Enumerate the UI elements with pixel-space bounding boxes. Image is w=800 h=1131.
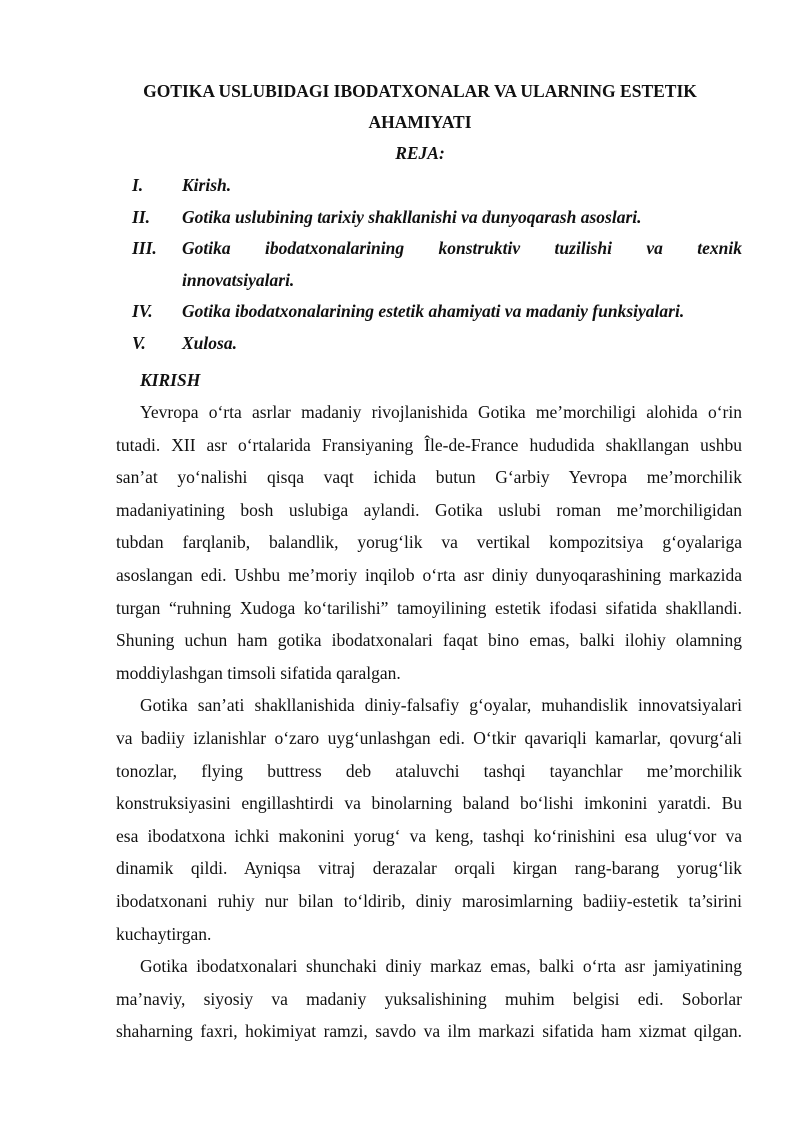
paragraph-line: ma’naviy, siyosiy va madaniy yuksalishining muhim belgisi edi. Soborlar xyxy=(116,988,742,1009)
paragraph-line: dinamik qildi. Ayniqsa vitraj derazalar orqali kirgan rang-barang yorug‘lik xyxy=(116,858,742,879)
plan-item-number: II. xyxy=(132,206,150,227)
plan-list xyxy=(132,170,742,359)
document-title xyxy=(100,76,740,138)
plan-item-text: Gotika uslubining tarixiy shakllanishi va dunyoqarash asoslari. xyxy=(182,206,642,227)
paragraph-line: konstruksiyasini engillashtirdi va binolarning baland bo‘lishi imkonini yaratdi. Bu xyxy=(116,793,742,814)
plan-item-number: V. xyxy=(132,332,146,353)
plan-heading: REJA: xyxy=(395,143,445,163)
plan-item-text: Gotika ibodatxonalarining estetik ahamiyati va madaniy funksiyalari. xyxy=(182,301,685,321)
plan-item xyxy=(132,296,742,328)
paragraph-line: esa ibodatxona ichki makonini yorug‘ va keng, tashqi ko‘rinishini esa ulug‘vor va xyxy=(116,825,742,846)
plan-item-text: Kirish. xyxy=(182,175,232,195)
paragraph-line: san’at yo‘nalishi qisqa vaqt ichida butun G‘arbiy Yevropa me’morchilik xyxy=(116,467,742,488)
body-text xyxy=(116,396,742,1048)
plan-item-number: I. xyxy=(132,175,144,195)
section-heading: KIRISH xyxy=(140,370,201,390)
paragraph-line: moddiylashgan timsoli sifatida qaralgan. xyxy=(116,662,401,683)
paragraph-line: Shuning uchun ham gotika ibodatxonalari faqat bino emas, balki ilohiy olamning xyxy=(116,630,742,651)
paragraph-line: shaharning faxri, hokimiyat ramzi, savdo va ilm markazi sifatida ham xizmat qilgan. xyxy=(116,1021,742,1042)
paragraph-line: tubdan farqlanib, balandlik, yorug‘lik va vertikal kompozitsiya g‘oyalariga xyxy=(116,532,742,553)
paragraph-line: tonozlar, flying buttress deb ataluvchi tashqi tayanchlar me’morchilik xyxy=(116,760,742,781)
paragraph-line: asoslangan edi. Ushbu me’moriy inqilob o‘rta asr diniy dunyoqarashining markazida xyxy=(116,564,742,585)
plan-item xyxy=(132,233,742,265)
paragraph-line: madaniyatining bosh uslubiga aylandi. Gotika uslubi roman me’morchiligidan xyxy=(116,499,742,520)
title-line-2: AHAMIYATI xyxy=(368,112,472,132)
title-line-1: GOTIKA USLUBIDAGI IBODATXONALAR VA ULARNING ESTETIK xyxy=(143,81,697,101)
plan-item-text-continuation: innovatsiyalari. xyxy=(182,269,295,290)
paragraph-line: ibodatxonani ruhiy nur bilan to‘ldirib, diniy marosimlarning badiiy-estetik ta’sirini xyxy=(116,890,742,911)
plan-item-text: Xulosa. xyxy=(182,332,237,353)
paragraph-line: tutadi. XII asr o‘rtalarida Fransiyaning Île-de-France hududida shakllangan ushbu xyxy=(116,434,742,455)
plan-item-number: IV. xyxy=(132,301,153,321)
plan-item xyxy=(132,202,742,234)
paragraph-line: kuchaytirgan. xyxy=(116,923,212,944)
plan-item-text: Gotika ibodatxonalarining konstruktiv tuzilishi va texnik xyxy=(182,238,742,258)
paragraph-line: va badiiy izlanishlar o‘zaro uyg‘unlashgan edi. O‘tkir qavariqli kamarlar, qovurg‘ali xyxy=(116,727,742,748)
paragraph-line: Yevropa o‘rta asrlar madaniy rivojlanishida Gotika me’morchiligi alohida o‘rin xyxy=(140,402,742,422)
paragraph-line: Gotika ibodatxonalari shunchaki diniy markaz emas, balki o‘rta asr jamiyatining xyxy=(140,956,742,977)
paragraph-line: Gotika san’ati shakllanishida diniy-falsafiy g‘oyalar, muhandislik innovatsiyalari xyxy=(140,695,742,716)
paragraph-line: turgan “ruhning Xudoga ko‘tarilishi” tamoyilining estetik ifodasi sifatida shakllandi. xyxy=(116,597,742,618)
plan-item-number: III. xyxy=(132,238,157,258)
plan-item xyxy=(132,170,742,202)
plan-item xyxy=(132,328,742,360)
